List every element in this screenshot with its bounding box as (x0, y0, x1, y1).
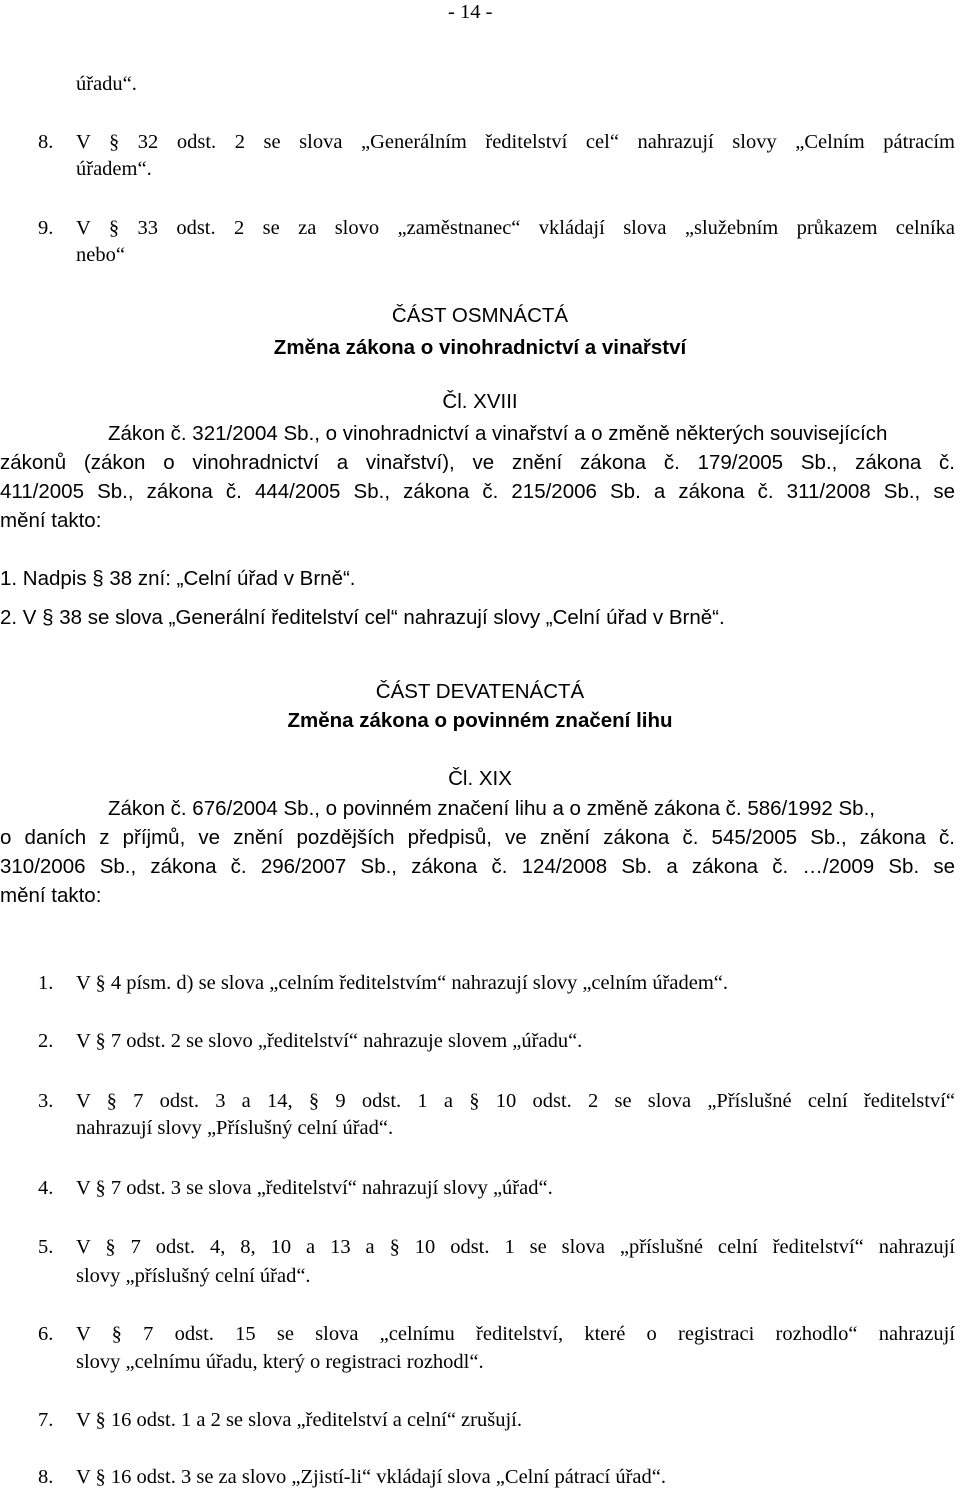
part-19-item-4-number: 4. (38, 1177, 54, 1199)
part-19-item-7-number: 7. (38, 1409, 54, 1431)
part-19-intro-line-4: mění takto: (0, 884, 102, 907)
part-18-item-1: 1. Nadpis § 38 zní: „Celní úřad v Brně“. (0, 567, 356, 590)
part-19-subtitle: Změna zákona o povinném značení lihu (287, 709, 673, 732)
part-19-item-2-number: 2. (38, 1030, 54, 1052)
part-19-item-8-line-1: V § 16 odst. 3 se za slovo „Zjistí-li“ vkládají slova „Celní pátrací úřad“. (76, 1466, 666, 1488)
part-19-article: Čl. XIX (448, 767, 512, 790)
part-19-item-6-number: 6. (38, 1323, 54, 1345)
part-19-item-2-line-1: V § 7 odst. 2 se slovo „ředitelství“ nahrazuje slovem „úřadu“. (76, 1030, 583, 1052)
part-19-intro-line-1: Zákon č. 676/2004 Sb., o povinném značení lihu a o změně zákona č. 586/1992 Sb., (108, 797, 875, 820)
part-19-item-5-number: 5. (38, 1236, 54, 1258)
prev-item-8-line-2: úřadem“. (76, 158, 152, 180)
part-18-intro-line-3: 411/2005 Sb., zákona č. 444/2005 Sb., zákona č. 215/2006 Sb. a zákona č. 311/2008 Sb., se (0, 480, 955, 503)
page-number: - 14 - (448, 1, 493, 23)
part-19-item-1-number: 1. (38, 972, 54, 994)
part-19-item-5-line-2: slovy „příslušný celní úřad“. (76, 1265, 311, 1287)
prev-item-8-number: 8. (38, 131, 54, 153)
part-19-item-6-line-1: V § 7 odst. 15 se slova „celnímu ředitelství, které o registraci rozhodlo“ nahrazují (76, 1323, 955, 1345)
prev-item-9-line-2: nebo“ (76, 244, 125, 266)
prev-item-9-number: 9. (38, 217, 54, 239)
part-19-item-3-number: 3. (38, 1090, 54, 1112)
part-18-article: Čl. XVIII (442, 390, 518, 413)
part-19-item-8-number: 8. (38, 1466, 54, 1488)
part-19-item-5-line-1: V § 7 odst. 4, 8, 10 a 13 a § 10 odst. 1 se slova „příslušné celní ředitelství“ nahrazují (76, 1236, 955, 1258)
part-19-item-6-line-2: slovy „celnímu úřadu, který o registraci rozhodl“. (76, 1351, 484, 1373)
prev-tail: úřadu“. (76, 73, 137, 95)
part-19-item-1-line-1: V § 4 písm. d) se slova „celním ředitelstvím“ nahrazují slovy „celním úřadem“. (76, 972, 729, 994)
part-19-item-7-line-1: V § 16 odst. 1 a 2 se slova „ředitelství a celní“ zrušují. (76, 1409, 522, 1431)
part-19-item-3-line-2: nahrazují slovy „Příslušný celní úřad“. (76, 1117, 394, 1139)
part-19-item-3-line-1: V § 7 odst. 3 a 14, § 9 odst. 1 a § 10 odst. 2 se slova „Příslušné celní ředitelství“ (76, 1090, 955, 1112)
prev-item-8-line-1: V § 32 odst. 2 se slova „Generálním ředitelství cel“ nahrazují slovy „Celním pátracím (76, 131, 955, 153)
part-18-item-2: 2. V § 38 se slova „Generální ředitelství cel“ nahrazují slovy „Celní úřad v Brně“. (0, 606, 725, 629)
part-18-title: ČÁST OSMNÁCTÁ (391, 304, 569, 327)
part-19-title: ČÁST DEVATENÁCTÁ (375, 680, 585, 703)
part-19-item-4-line-1: V § 7 odst. 3 se slova „ředitelství“ nahrazují slovy „úřad“. (76, 1177, 553, 1199)
part-18-intro-line-4: mění takto: (0, 509, 102, 532)
part-19-intro-line-2: o daních z příjmů, ve znění pozdějších předpisů, ve znění zákona č. 545/2005 Sb., zákona č. (0, 826, 955, 849)
part-18-intro-line-2: zákonů (zákon o vinohradnictví a vinařství), ve znění zákona č. 179/2005 Sb., zákona č. (0, 451, 955, 474)
part-18-intro-line-1: Zákon č. 321/2004 Sb., o vinohradnictví a vinařství a o změně některých souvisejících (108, 422, 888, 445)
prev-item-9-line-1: V § 33 odst. 2 se za slovo „zaměstnanec“ vkládají slova „služebním průkazem celníka (76, 217, 955, 239)
part-18-subtitle: Změna zákona o vinohradnictví a vinařství (273, 336, 687, 359)
part-19-intro-line-3: 310/2006 Sb., zákona č. 296/2007 Sb., zákona č. 124/2008 Sb. a zákona č. …/2009 Sb. se (0, 855, 955, 878)
